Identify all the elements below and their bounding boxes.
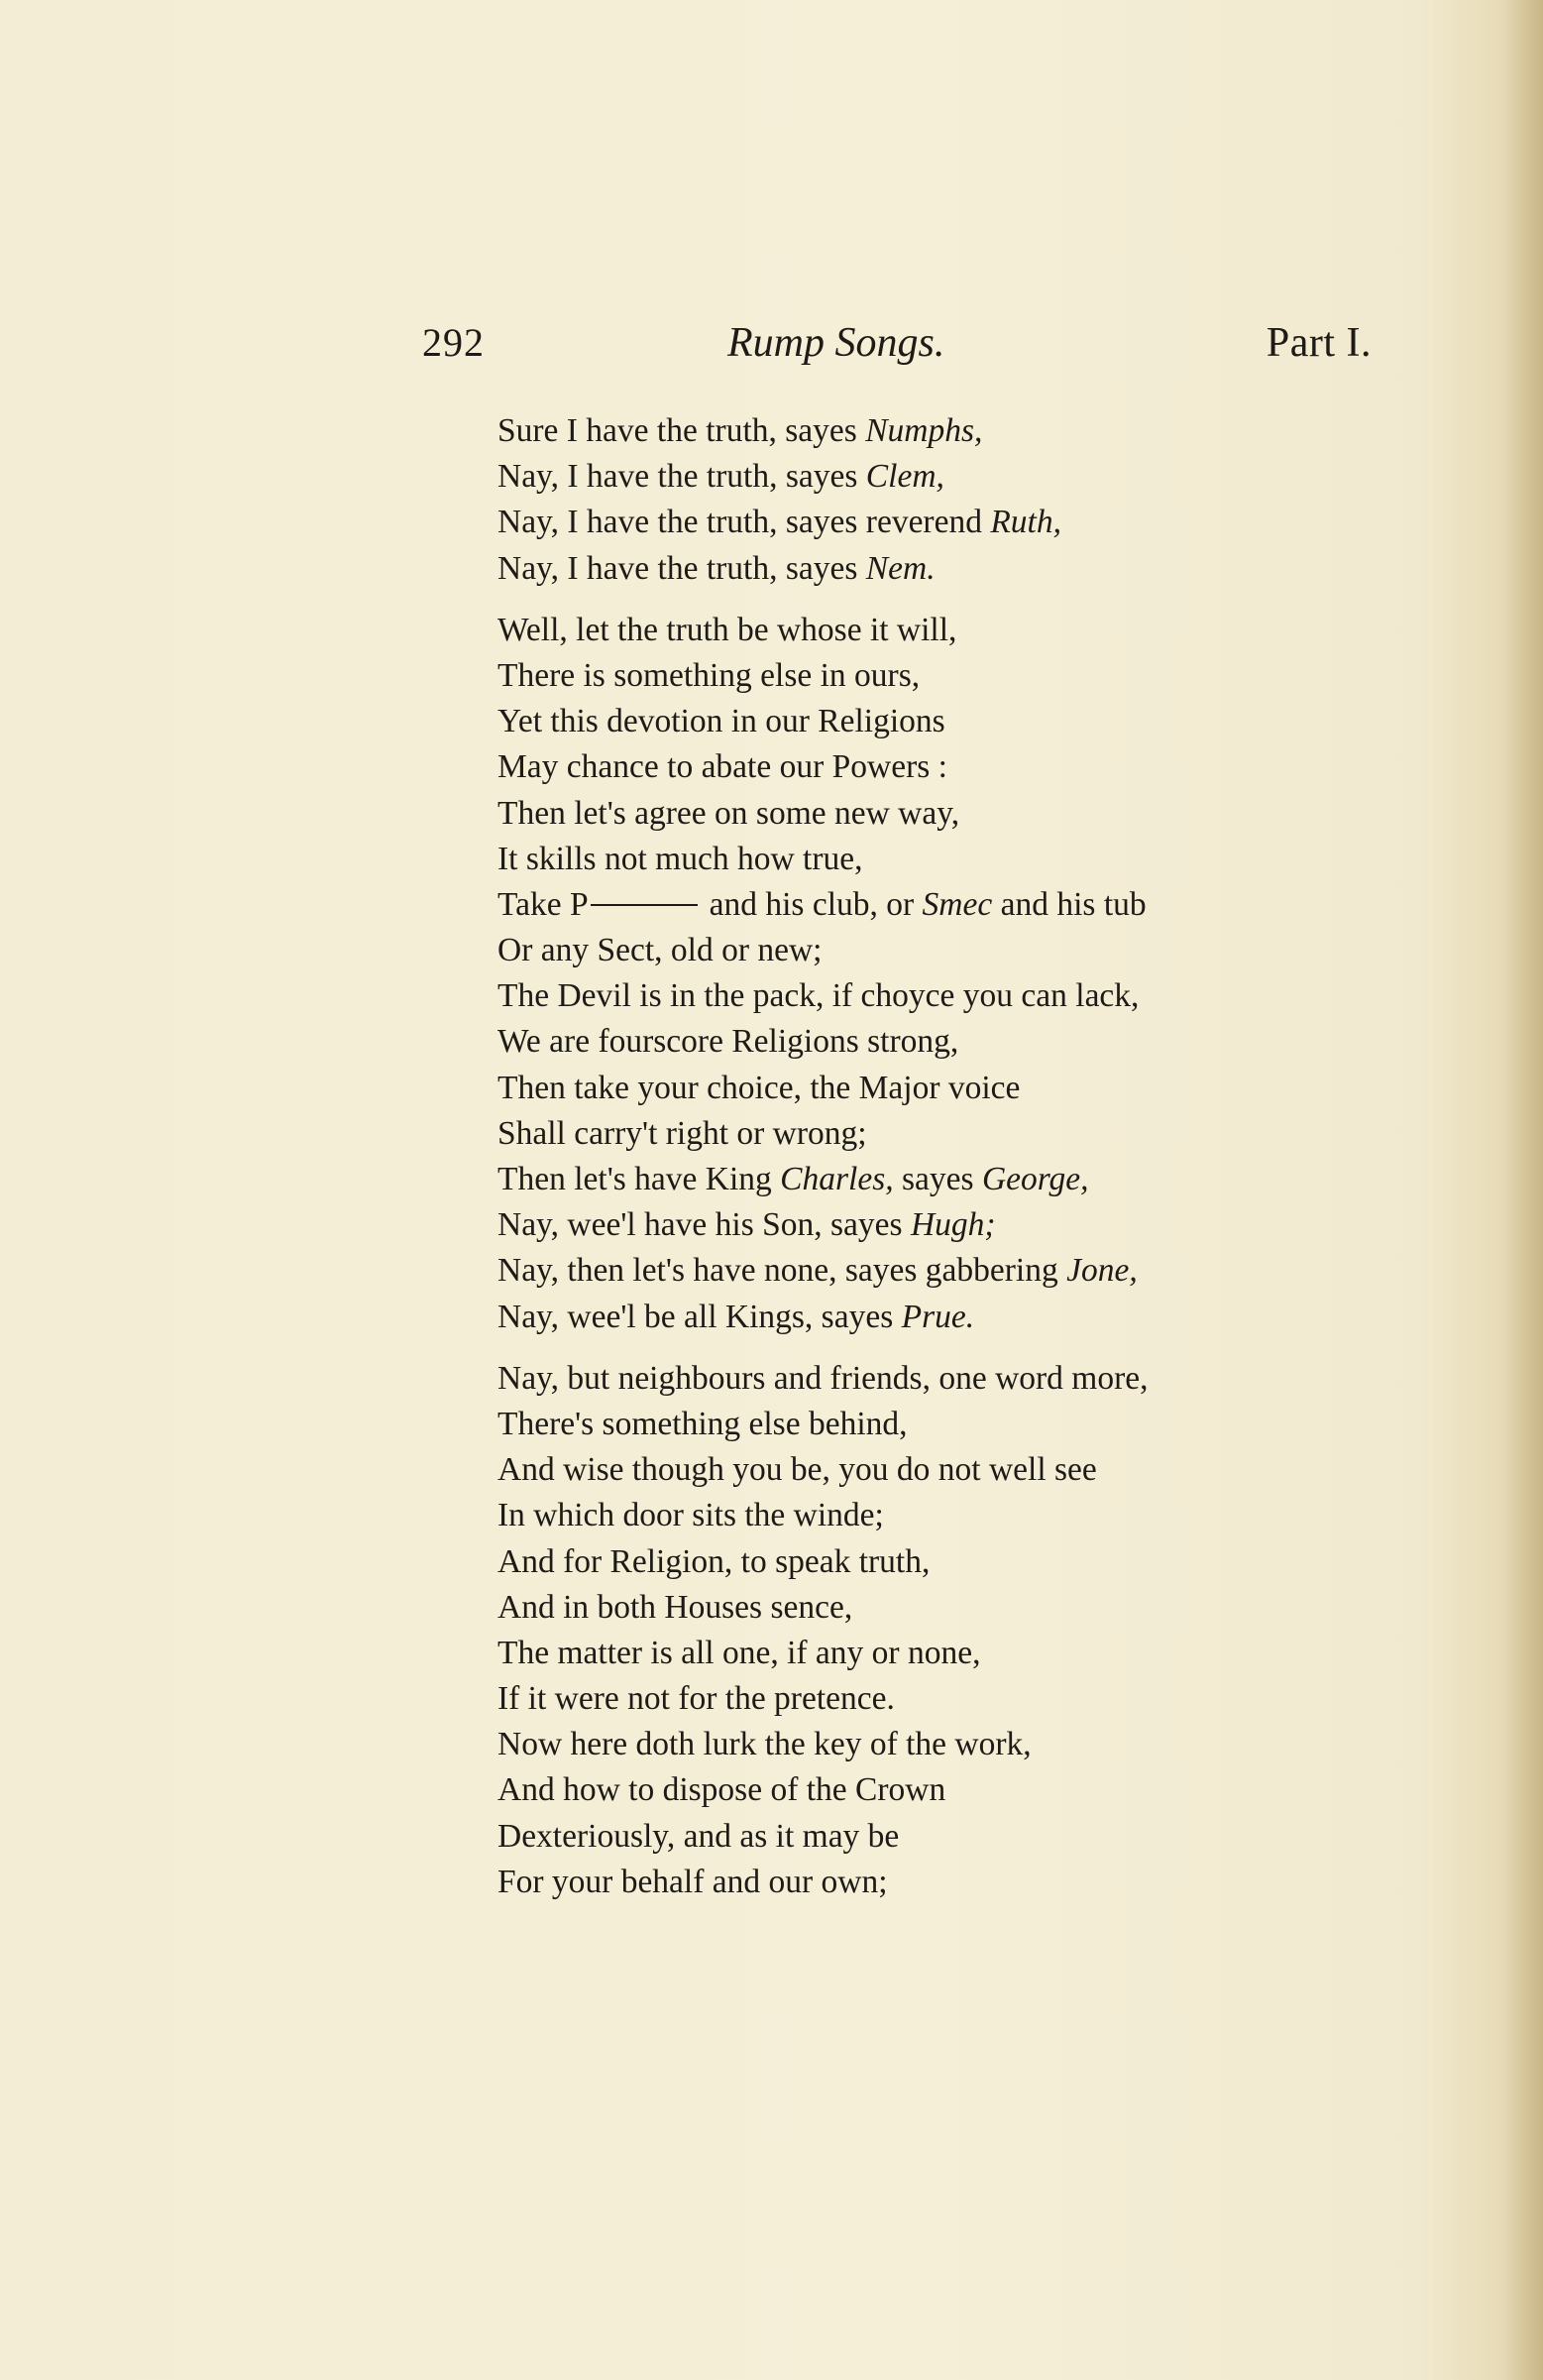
italic-name: Hugh; [910, 1206, 996, 1244]
line-text: Nay, wee'l have his Son, sayes [497, 1206, 911, 1244]
line-text: Then let's agree on some new way, [497, 794, 960, 832]
poem-line [497, 791, 1350, 837]
line-text: It skills not much how true, [497, 840, 863, 877]
poem-line [497, 1157, 1350, 1202]
poem-line [497, 1202, 1350, 1248]
running-title: Rump Songs. [727, 320, 945, 366]
italic-name: Smec [922, 885, 993, 923]
line-text: Then take your choice, the Major voice [497, 1069, 1021, 1106]
poem-line [497, 1356, 1350, 1402]
poem-line [497, 1722, 1350, 1767]
poem-line [497, 608, 1350, 653]
line-text: Nay, I have the truth, sayes [497, 458, 866, 496]
line-text: If it were not for the pretence. [497, 1680, 895, 1718]
line-text: Nay, then let's have none, sayes gabbering [497, 1252, 1067, 1290]
poem-line [497, 1631, 1350, 1676]
poem-line [497, 882, 1350, 928]
italic-name: Jone, [1066, 1252, 1138, 1290]
line-text: And how to dispose of the Crown [497, 1771, 946, 1809]
line-text: And in both Houses sence, [497, 1588, 853, 1626]
poem-body [497, 408, 1350, 1905]
line-text: and his tub [992, 885, 1147, 923]
page-number: 292 [422, 320, 485, 365]
line-text: For your behalf and our own; [497, 1863, 888, 1900]
poem-line [497, 1767, 1350, 1813]
line-text: Now here doth lurk the key of the work, [497, 1726, 1032, 1763]
line-text: The Devil is in the pack, if choyce you can lack, [497, 977, 1140, 1015]
poem-line [497, 837, 1350, 882]
poem-line [497, 1493, 1350, 1538]
line-text: And wise though you be, you do not well see [497, 1451, 1097, 1489]
running-header [422, 319, 1372, 379]
poem-line [497, 1111, 1350, 1157]
poem-line [497, 1019, 1350, 1065]
poem-line [497, 744, 1350, 790]
line-text: Then let's have King [497, 1161, 781, 1197]
stanza [497, 608, 1350, 1340]
poem-line [497, 1539, 1350, 1585]
line-text: Dexteriously, and as it may be [497, 1817, 900, 1855]
italic-name: Nem. [865, 549, 936, 587]
poem-line [497, 1676, 1350, 1722]
poem-line [497, 1447, 1350, 1493]
line-text: Well, let the truth be whose it will, [497, 611, 957, 648]
line-text: and his club, or [709, 885, 923, 923]
line-text: There's something else behind, [497, 1405, 908, 1442]
line-text: Sure I have the truth, sayes [497, 412, 866, 449]
line-text: Nay, but neighbours and friends, one word more, [497, 1359, 1149, 1397]
poem-line [497, 973, 1350, 1019]
poem-line [497, 1248, 1350, 1294]
poem-line [497, 1814, 1350, 1860]
italic-name: George, [981, 1161, 1089, 1197]
poem-line [497, 454, 1350, 500]
poem-line [497, 1066, 1350, 1111]
line-text: The matter is all one, if any or none, [497, 1634, 981, 1671]
line-text: Shall carry't right or wrong; [497, 1114, 867, 1152]
page-edge-shadow [1503, 0, 1543, 2380]
stanza [497, 408, 1350, 592]
line-text: Nay, wee'l be all Kings, sayes [497, 1298, 902, 1335]
line-text: Take P [497, 885, 589, 923]
line-text: Nay, I have the truth, sayes reverend [497, 504, 991, 541]
poem-line [497, 928, 1350, 973]
line-text: Nay, I have the truth, sayes [497, 549, 866, 587]
name-dash [591, 904, 698, 906]
italic-name: Charles, [780, 1161, 894, 1197]
poem-line [497, 1295, 1350, 1340]
poem-line [497, 1585, 1350, 1631]
poem-line [497, 408, 1350, 454]
poem-line [497, 546, 1350, 592]
italic-name: Prue. [901, 1298, 975, 1335]
line-text: In which door sits the winde; [497, 1497, 884, 1534]
line-text: May chance to abate our Powers : [497, 748, 947, 786]
stanza [497, 1356, 1350, 1905]
poem-line [497, 1402, 1350, 1447]
italic-name: Clem, [865, 458, 944, 496]
part-label: Part I. [1266, 320, 1372, 366]
line-text: Yet this devotion in our Religions [497, 703, 945, 740]
line-text: And for Religion, to speak truth, [497, 1542, 931, 1580]
line-text: Or any Sect, old or new; [497, 932, 823, 969]
italic-name: Numphs, [865, 412, 983, 449]
poem-line [497, 1860, 1350, 1905]
line-text: There is something else in ours, [497, 656, 921, 694]
line-text: sayes [893, 1161, 982, 1197]
poem-line [497, 699, 1350, 744]
poem-line [497, 653, 1350, 699]
italic-name: Ruth, [990, 504, 1061, 541]
poem-line [497, 500, 1350, 545]
line-text: We are fourscore Religions strong, [497, 1023, 959, 1061]
